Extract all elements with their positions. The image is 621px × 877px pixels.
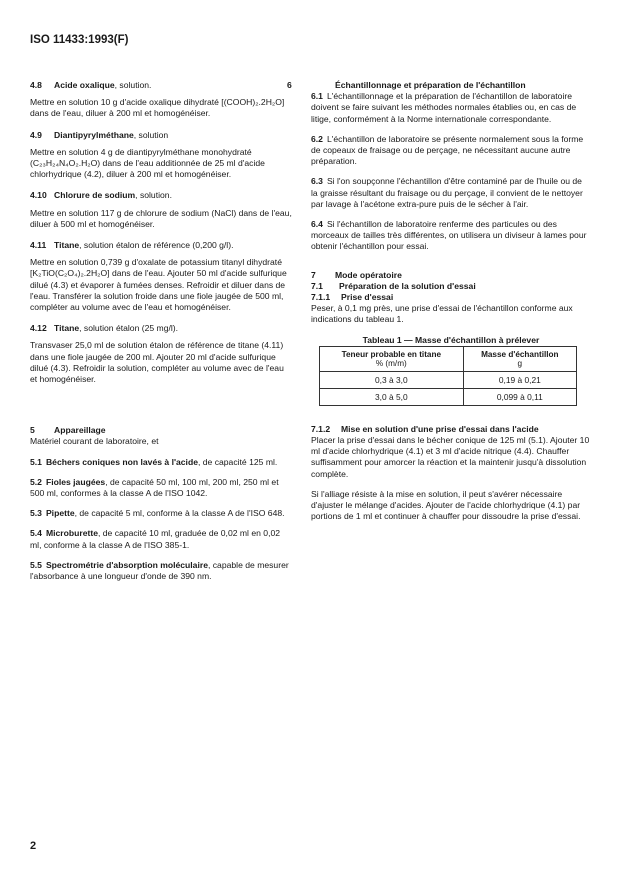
table-col1-header: Teneur probable en titane % (m/m) <box>320 346 464 371</box>
section-4-11-text: Mettre en solution 0,739 g d'oxalate de potassium titanyl dihydraté [K₂TiO(C₂O₄)₂.2H₂O] dans de l'eau. Ajouter 50 ml d'acide sulfurique dilué (4.3) et évaporer à fumées denses. Refroidir et diluer dans de l'eau. Transférer la solution froide dans une fiole jaugée de 500 ml, compléter au volume avec de l'eau et homogénéiser. <box>30 257 287 313</box>
sample-mass-table <box>319 346 577 406</box>
section-4-8-heading: 4.8 Acide oxalique, solution. <box>30 80 152 90</box>
section-6-4: 6.4 Si l'échantillon de laboratoire renferme des particules ou des morceaux de tailles très différentes, on utilisera un diviseur à lames pour obtenir l'échantillon pour essai. <box>311 219 587 252</box>
section-6-3: 6.3 Si l'on soupçonne l'échantillon d'être contaminé par de l'huile ou de la graisse résultant du fraisage ou du perçage, il convient de le nettoyer par lavage à l'acétone extra-pure puis de le sécher à l'air. <box>311 176 583 209</box>
left-column <box>30 80 292 591</box>
section-7-1-2-p1: Placer la prise d'essai dans le bécher conique de 125 ml (5.1). Ajouter 10 ml d'acide chlorhydrique (4.1) et 3 ml d'acide nitrique (4.4). Chauffer suffisamment pour amorcer la réaction et la maintenir jusqu'à dissolution complète. <box>311 435 590 479</box>
section-4-10-heading: 4.10 Chlorure de sodium, solution. <box>30 190 172 201</box>
table-cell: 0,099 à 0,11 <box>463 388 576 405</box>
document-header: ISO 11433:1993(F) <box>30 34 129 46</box>
section-7-1-heading: 7.1 Préparation de la solution d'essai <box>311 280 476 291</box>
section-6-2: 6.2 L'échantillon de laboratoire se présente normalement sous la forme de copeaux de fraisage ou de perçage, ne nécessitant aucune autre préparation. <box>311 133 584 167</box>
section-5-4: 5.4 Microburette, de capacité 10 ml, graduée de 0,02 ml en 0,02 ml, conforme à la classe A de l'ISO 385-1. <box>30 528 281 550</box>
section-4-9-heading: 4.9 Diantipyrylméthane, solution <box>30 129 169 140</box>
page-number: 2 <box>30 840 37 852</box>
section-7-1-1-text: Peser, à 0,1 mg près, une prise d'essai de l'échantillon conforme aux indications du tableau 1. <box>311 303 573 325</box>
table-cell: 0,3 à 3,0 <box>320 371 464 388</box>
section-5-heading: 5 Appareillage <box>30 425 106 436</box>
section-6-1: 6.1 L'échantillonnage et la préparation de l'échantillon de laboratoire doivent se faire suivant les méthodes normales établies ou, en cas de litige, conformément à la Norme internationale correspondante. <box>311 91 577 124</box>
section-7-1-2-p2: Si l'alliage résiste à la mise en solution, il peut s'avérer nécessaire d'ajuster le mélange d'acides. Ajouter de l'acide chlorhydrique (4.1) par portions de 1 ml et continuer à chauffer pour dissoudre la prise d'essai. <box>311 488 581 522</box>
section-5-intro: Matériel courant de laboratoire, et <box>30 436 159 447</box>
table-col2-header: Masse d'échantillon g <box>463 346 576 371</box>
section-4-9-text: Mettre en solution 4 g de diantipyrylméthane monohydraté (C₂₃H₂₄N₄O₂.H₂O) dans de l'eau additionnée de 25 ml d'acide chlorhydrique (4.2), diluer à 200 ml et homogénéiser. <box>30 146 265 180</box>
table-row <box>320 371 577 388</box>
section-4-12-heading: 4.12 Titane, solution étalon (25 mg/l). <box>30 323 179 334</box>
section-7-heading: 7 Mode opératoire <box>311 269 402 280</box>
section-5-1: 5.1 Béchers coniques non lavés à l'acide, de capacité 125 ml. <box>30 456 278 467</box>
table-row <box>320 388 577 405</box>
section-6-heading: 6 Échantillonnage et préparation de l'échantillon <box>287 80 526 90</box>
table-cell: 3,0 à 5,0 <box>320 388 464 405</box>
right-column <box>287 80 591 531</box>
section-5-2: 5.2 Fioles jaugées, de capacité 50 ml, 100 ml, 200 ml, 250 ml et 500 ml, conformes à la classe A de l'ISO 1042. <box>30 476 279 499</box>
table-cell: 0,19 à 0,21 <box>463 371 576 388</box>
section-7-1-1-heading: 7.1.1 Prise d'essai <box>311 292 394 303</box>
section-4-11-heading: 4.11 Titane, solution étalon de référence (0,200 g/l). <box>30 240 234 251</box>
section-5-3: 5.3 Pipette, de capacité 5 ml, conforme à la classe A de l'ISO 648. <box>30 508 285 519</box>
section-7-1-2-heading: 7.1.2 Mise en solution d'une prise d'essai dans l'acide <box>311 423 539 434</box>
section-4-10-text: Mettre en solution 117 g de chlorure de sodium (NaCl) dans de l'eau, diluer à 500 ml et homogénéiser. <box>30 207 292 229</box>
table-caption: Tableau 1 — Masse d'échantillon à prélever <box>362 334 540 345</box>
section-5-5: 5.5 Spectrométrie d'absorption moléculaire, capable de mesurer l'absorbance à une longueur d'onde de 390 nm. <box>30 559 289 582</box>
section-4-8-text: Mettre en solution 10 g d'acide oxalique dihydraté [(COOH)₂.2H₂O] dans de l'eau, diluer à 200 ml et homogénéiser. <box>30 97 285 119</box>
section-4-12-text: Transvaser 25,0 ml de solution étalon de référence de titane (4.11) dans une fiole jaugée de 200 ml. Ajouter 20 ml d'acide sulfurique dilué (4.3). Refroidir la solution, compléter au volume avec de l'eau et homogénéiser. <box>30 340 284 385</box>
